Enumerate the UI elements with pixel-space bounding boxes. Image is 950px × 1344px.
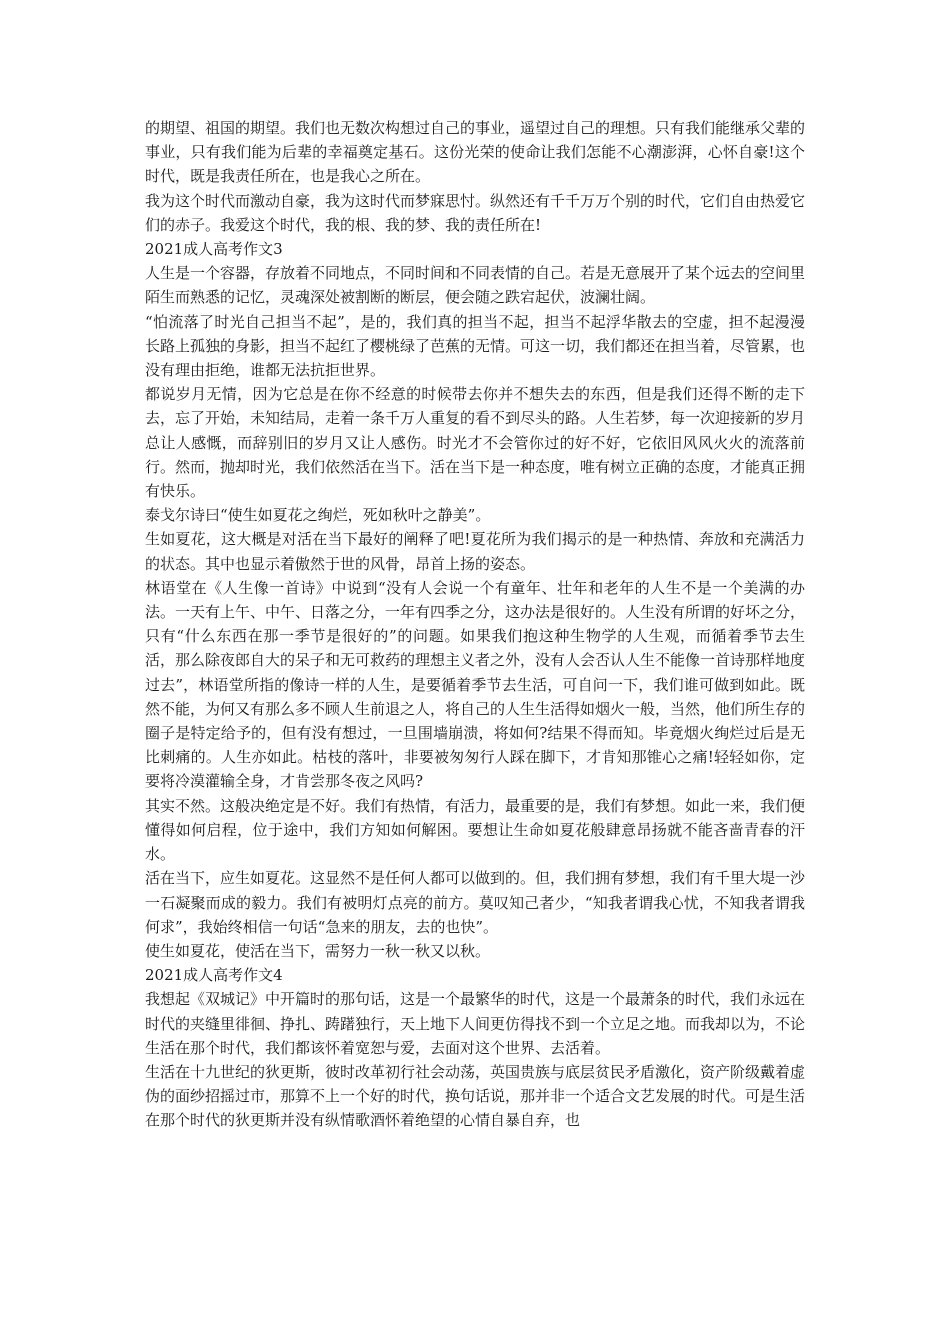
paragraph-intro-1: 的期望、祖国的期望。我们也无数次构想过自己的事业，遥望过自己的理想。只有我们能继承父辈的事业，只有我们能为后辈的幸福奠定基石。这份光荣的使命让我们怎能不心潮澎湃，心怀自豪!这个时代，既是我责任所在，也是我心之所在。 bbox=[145, 119, 806, 186]
paragraph-essay3-6: 林语堂在《人生像一首诗》中说到“没有人会说一个有童年、壮年和老年的人生不是一个美满的办法。一天有上午、中午、日落之分，一年有四季之分，这办法是很好的。人生没有所谓的好坏之分，只有“什么东西在那一季节是很好的”的问题。如果我们抱这种生物学的人生观，而循着季节去生活，那么除夜郎自大的呆子和无可救药的理想主义者之外，没有人会否认人生不能像一首诗那样地度过去”，林语堂所指的像诗一样的人生，是要循着季节去生活，可自问一下，我们谁可做到如此。既然不能，为何又有那么多不顾人生前退之人，将自己的人生生活得如烟火一般，当然，他们所生存的圈子是特定给予的，但有没有想过，一旦围墙崩溃，将如何?结果不得而知。毕竟烟火绚烂过后是无比刺痛的。人生亦如此。枯枝的落叶，非要被匆匆行人踩在脚下，才肯知那锥心之痛!轻轻如你，定要将冷漠灌输全身，才肯尝那冬夜之风吗? bbox=[145, 578, 806, 791]
paragraph-intro-2: 我为这个时代而激动自豪，我为这时代而梦寐思忖。纵然还有千千万万个别的时代，它们自由热爱它们的赤子。我爱这个时代，我的根、我的梦、我的责任所在! bbox=[145, 191, 806, 234]
section-heading-essay-4: 2021成人高考作文4 bbox=[145, 966, 283, 985]
paragraph-essay4-2: 生活在十九世纪的狄更斯，彼时改革初行社会动荡，英国贵族与底层贫民矛盾激化，资产阶级戴着虚伪的面纱招摇过市，那算不上一个好的时代，换句话说，那并非一个适合文艺发展的时代。可是生活在那个时代的狄更斯并没有纵情歌酒怀着绝望的心情自暴自弃，也 bbox=[145, 1062, 806, 1130]
paragraph-essay4-1: 我想起《双城记》中开篇时的那句话，这是一个最繁华的时代，这是一个最萧条的时代，我们永远在时代的夹缝里徘徊、挣扎、踌躇独行，天上地下人间更仿得找不到一个立足之地。而我却以为，不论生活在那个时代，我们都该怀着宽恕与爱，去面对这个世界、去活着。 bbox=[145, 990, 806, 1057]
paragraph-essay3-3: 都说岁月无情，因为它总是在你不经意的时候带去你并不想失去的东西，但是我们还得不断的走下去，忘了开始，未知结局，走着一条千万人重复的看不到尽头的路。人生若梦，每一次迎接新的岁月总让人感慨，而辞别旧的岁月又让人感伤。时光才不会管你过的好不好，它依旧风风火火的流落前行。然而，抛却时光，我们依然活在当下。活在当下是一种态度，唯有树立正确的态度，才能真正拥有快乐。 bbox=[145, 385, 806, 501]
paragraph-essay3-8: 活在当下，应生如夏花。这显然不是任何人都可以做到的。但，我们拥有梦想，我们有千里大堤一沙一石凝聚而成的毅力。我们有被明灯点亮的前方。莫叹知己者少，“知我者谓我心忧，不知我者谓我何求”，我始终相信一句话“急来的朋友，去的也快”。 bbox=[145, 869, 806, 936]
document-page bbox=[145, 116, 805, 1133]
section-heading-essay-3: 2021成人高考作文3 bbox=[145, 240, 283, 259]
paragraph-essay3-1: 人生是一个容器，存放着不同地点，不同时间和不同表情的自己。若是无意展开了某个远去的空间里陌生而熟悉的记忆，灵魂深处被割断的断层，便会随之跌宕起伏，波澜壮阔。 bbox=[145, 264, 806, 307]
paragraph-essay3-4: 泰戈尔诗曰“使生如夏花之绚烂，死如秋叶之静美”。 bbox=[145, 506, 491, 525]
paragraph-essay3-2: “怕流落了时光自己担当不起”，是的，我们真的担当不起，担当不起浮华散去的空虚，担不起漫漫长路上孤独的身影，担当不起红了樱桃绿了芭蕉的无情。可这一切，我们都还在担当着，尽管累，也没有理由拒绝，谁都无法抗拒世界。 bbox=[145, 312, 806, 380]
paragraph-essay3-5: 生如夏花，这大概是对活在当下最好的阐释了吧!夏花所为我们揭示的是一种热情、奔放和充满活力的状态。其中也显示着傲然于世的风骨，昂首上扬的姿态。 bbox=[145, 530, 805, 573]
paragraph-essay3-9: 使生如夏花，使活在当下，需努力一秋一秋又以秋。 bbox=[145, 941, 491, 960]
paragraph-essay3-7: 其实不然。这般决绝定是不好。我们有热情，有活力，最重要的是，我们有梦想。如此一来，我们便懂得如何启程，位于途中，我们方知如何解困。要想让生命如夏花般肆意昂扬就不能吝啬青春的汗水。 bbox=[145, 796, 806, 864]
